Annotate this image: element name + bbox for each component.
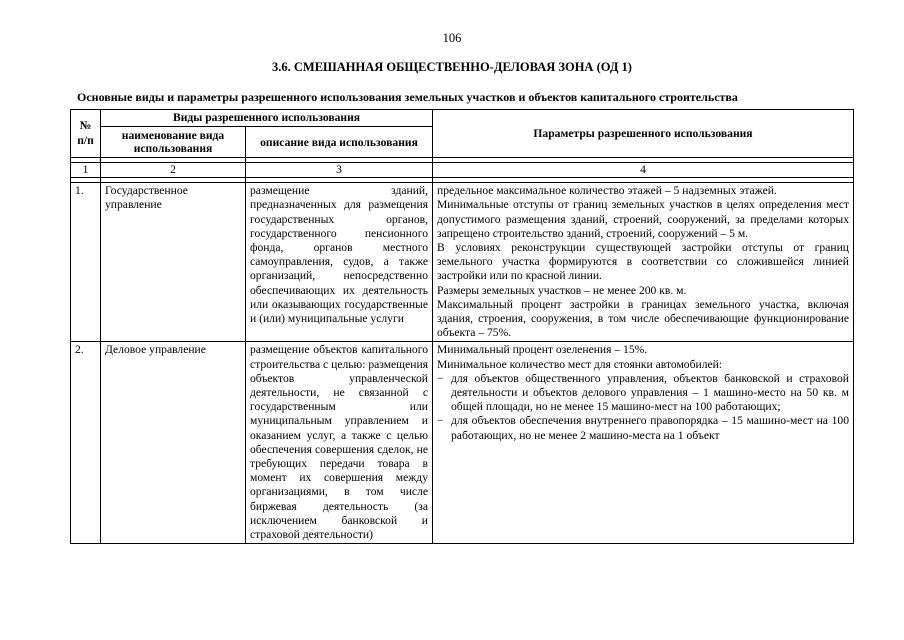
parameter-line: предельное максимальное количество этажей – 5 надземных этажей. [437, 184, 777, 198]
parameter-line: Минимальное количество мест для стоянки автомобилей: [437, 357, 723, 371]
header-row-1 [71, 110, 854, 127]
parking-requirements-list [437, 372, 849, 443]
table-row [71, 342, 854, 544]
header-kind-desc: описание вида использования [246, 127, 433, 158]
use-kind-description: размещение зданий, предназначенных для размещения государственных органов, государственного пенсионного фонда, органов местного самоуправления, судов, а также организаций, непосредственно обеспечивающих их деятельность или оказывающих государственные и (или) муниципальные услуги [246, 183, 433, 342]
column-number: 2 [101, 163, 246, 178]
header-kinds-group: Виды разрешенного использования [101, 110, 433, 127]
parameter-line: Размеры земельных участков – не менее 200 кв. м. [437, 283, 687, 297]
parameter-line: Минимальные отступы от границ земельных участков в целях определения мест допустимого размещения зданий, строений, сооружений, за пределами которых запрещено строительство зданий, строений, сооружений – 5 м. [437, 198, 849, 240]
list-item [437, 414, 849, 442]
column-number-row [71, 163, 854, 178]
column-number: 4 [433, 163, 854, 178]
use-parameters [433, 183, 854, 342]
zoning-table [70, 109, 854, 544]
parameter-line: Минимальный процент озеленения – 15%. [437, 343, 648, 357]
parameter-line: В условиях реконструкции существующей застройки отступы от границ земельного участка формируются в соответствии со сложившейся линией застройки или по красной линии. [437, 241, 849, 283]
dash-bullet: − [437, 414, 444, 428]
use-parameters [433, 342, 854, 544]
header-kind-name: наименование вида использования [101, 127, 246, 158]
header-params: Параметры разрешенного использования [433, 110, 854, 158]
list-item-text: для объектов обеспечения внутреннего правопорядка – 15 машино-мест на 100 работающих, но не менее 2 машино-места на 1 объект [451, 414, 849, 442]
list-item-text: для объектов общественного управления, объектов банковской и страховой деятельности и объектов делового управления – 1 машино-место на 50 кв. м общей площади, но не менее 15 машино-мест на 100 работающих; [451, 371, 849, 414]
table-row [71, 183, 854, 342]
column-number: 1 [71, 163, 101, 178]
header-num: № п/п [71, 110, 101, 158]
use-kind-name: Государственное управление [101, 183, 246, 342]
page-number: 106 [442, 31, 462, 45]
table-caption: Основные виды и параметры разрешенного использования земельных участков и объектов капитального строительства [77, 90, 738, 104]
row-number: 1. [71, 183, 101, 342]
use-kind-name: Деловое управление [101, 342, 246, 544]
parameter-line: Максимальный процент застройки в границах земельного участка, включая здания, строения, сооружения, в том числе обеспечивающие функционирование объекта – 75%. [437, 297, 849, 340]
column-number: 3 [246, 163, 433, 178]
row-number: 2. [71, 342, 101, 544]
dash-bullet: − [437, 371, 444, 385]
list-item [437, 372, 849, 415]
use-kind-description: размещение объектов капитального строительства с целью: размещения объектов управленческой деятельности, не связанной с государственным или муниципальным управлением и оказанием услуг, а также с целью обеспечения совершения сделок, не требующих передачи товара в момент их совершения между организациями, в том числе биржевая деятельность (за исключением банковской и страховой деятельности) [246, 342, 433, 544]
section-title: 3.6. СМЕШАННАЯ ОБЩЕСТВЕННО-ДЕЛОВАЯ ЗОНА (ОД 1) [272, 60, 632, 74]
